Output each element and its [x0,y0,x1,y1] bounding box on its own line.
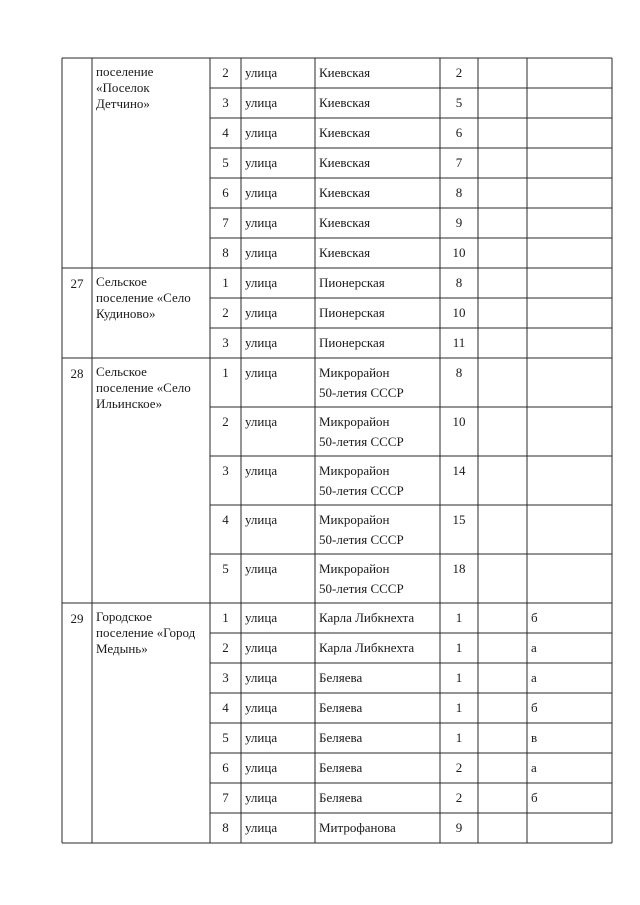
street-type: улица [245,185,278,200]
house-number: 1 [455,700,463,715]
street-name: Беляева [319,730,363,745]
house-number: 10 [452,245,466,260]
street-type: улица [245,215,278,230]
municipality-name: Сельское поселение «Село Ильинское» [96,364,191,411]
house-number: 1 [455,730,463,745]
house-number: 1 [455,670,463,685]
house-number: 5 [455,95,463,110]
street-type: улица [245,760,278,775]
row-number: 2 [222,305,229,320]
house-number: 1 [455,610,463,625]
street-name: Микрорайон 50-летия СССР [319,512,404,547]
house-number: 11 [452,335,466,350]
street-type: улица [245,65,278,80]
street-type: улица [245,95,278,110]
house-number: 8 [455,365,463,380]
street-type: улица [245,700,278,715]
house-number: 10 [452,414,466,429]
row-number: 5 [222,155,229,170]
street-type: улица [245,820,278,835]
street-name: Киевская [319,245,371,260]
street-name: Микрорайон 50-летия СССР [319,463,404,498]
street-type: улица [245,640,278,655]
street-type: улица [245,414,278,429]
street-type: улица [245,610,278,625]
row-number: 5 [222,561,229,576]
house-letter: а [531,640,537,655]
house-letter: б [531,610,538,625]
street-type: улица [245,670,278,685]
row-number: 4 [222,512,229,527]
street-name: Киевская [319,125,371,140]
street-name: Киевская [319,155,371,170]
house-number: 8 [455,275,463,290]
row-number: 6 [222,185,229,200]
street-name: Пионерская [319,305,385,320]
row-number: 3 [222,335,229,350]
street-name: Пионерская [319,275,385,290]
street-type: улица [245,305,278,320]
street-type: улица [245,155,278,170]
street-name: Киевская [319,185,371,200]
street-name: Карла Либкнехта [319,610,415,625]
house-number: 10 [452,305,466,320]
street-name: Беляева [319,670,363,685]
row-number: 2 [222,65,229,80]
street-name: Киевская [319,95,371,110]
street-type: улица [245,125,278,140]
house-number: 6 [455,125,463,140]
house-number: 15 [452,512,466,527]
row-number: 7 [222,215,229,230]
street-name: Киевская [319,65,371,80]
row-number: 5 [222,730,229,745]
street-name: Беляева [319,790,363,805]
row-number: 3 [222,95,229,110]
row-number: 2 [222,640,229,655]
street-name: Микрорайон 50-летия СССР [319,365,404,400]
street-name: Пионерская [319,335,385,350]
street-type: улица [245,365,278,380]
house-number: 7 [455,155,463,170]
street-type: улица [245,335,278,350]
house-number: 9 [455,215,463,230]
street-name: Микрорайон 50-летия СССР [319,561,404,596]
municipality-name: поселение «Поселок Детчино» [96,64,154,111]
house-letter: а [531,670,537,685]
street-type: улица [245,275,278,290]
street-name: Микрорайон 50-летия СССР [319,414,404,449]
row-number: 7 [222,790,229,805]
street-name: Беляева [319,760,363,775]
street-type: улица [245,512,278,527]
house-letter: а [531,760,537,775]
street-name: Карла Либкнехта [319,640,415,655]
house-number: 2 [455,790,463,805]
row-number: 8 [222,820,229,835]
municipality-name: Сельское поселение «Село Кудиново» [96,274,191,321]
row-number: 3 [222,463,229,478]
street-name: Митрофанова [319,820,396,835]
house-number: 14 [452,463,466,478]
row-number: 4 [222,700,229,715]
house-number: 2 [455,760,463,775]
street-type: улица [245,790,278,805]
row-number: 1 [222,610,229,625]
group-number: 28 [70,366,84,381]
street-type: улица [245,561,278,576]
house-number: 8 [455,185,463,200]
street-type: улица [245,463,278,478]
house-number: 9 [455,820,463,835]
row-number: 8 [222,245,229,260]
house-letter: б [531,790,538,805]
street-type: улица [245,730,278,745]
row-number: 3 [222,670,229,685]
house-number: 2 [455,65,463,80]
municipality-name: Городское поселение «Город Медынь» [96,609,196,656]
row-number: 1 [222,365,229,380]
row-number: 1 [222,275,229,290]
row-number: 2 [222,414,229,429]
street-name: Киевская [319,215,371,230]
street-type: улица [245,245,278,260]
row-number: 4 [222,125,229,140]
group-number: 27 [70,276,84,291]
house-number: 1 [455,640,463,655]
group-number: 29 [70,611,84,626]
house-letter: в [531,730,538,745]
house-number: 18 [452,561,466,576]
row-number: 6 [222,760,229,775]
street-name: Беляева [319,700,363,715]
house-letter: б [531,700,538,715]
